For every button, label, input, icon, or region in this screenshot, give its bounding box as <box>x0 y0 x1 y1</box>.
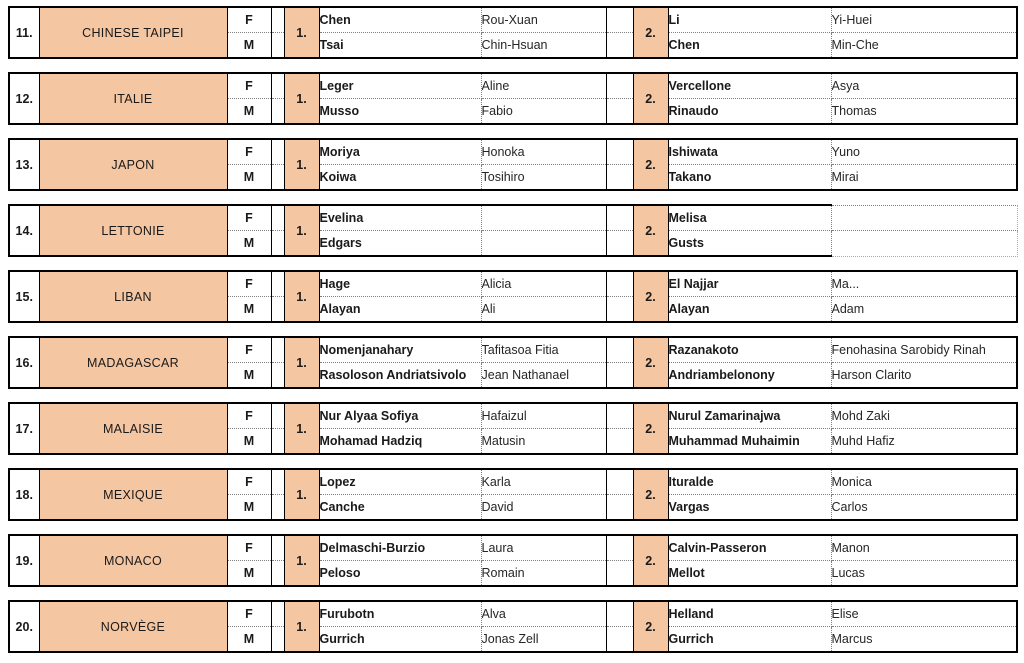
firstname-cell: Manon <box>831 535 1017 561</box>
country-block <box>8 204 1018 257</box>
gender-label-f: F <box>227 139 271 165</box>
firstname-cell: Romain <box>481 561 606 587</box>
row-female <box>9 601 1017 627</box>
row-female <box>9 73 1017 99</box>
firstname-cell: Yuno <box>831 139 1017 165</box>
gender-label-m: M <box>227 165 271 191</box>
surname-cell: Calvin-Passeron <box>668 535 831 561</box>
surname-cell: Chen <box>319 7 481 33</box>
firstname-cell: Yi-Huei <box>831 7 1017 33</box>
spacer-cell <box>606 73 633 99</box>
gender-label-f: F <box>227 337 271 363</box>
spacer-cell <box>606 337 633 363</box>
firstname-cell: Elise <box>831 601 1017 627</box>
surname-cell: Gurrich <box>668 627 831 653</box>
firstname-cell: Matusin <box>481 429 606 455</box>
country-name: MALAISIE <box>39 403 227 454</box>
firstname-cell: David <box>481 495 606 521</box>
pair-number-1: 1. <box>284 205 319 256</box>
spacer-cell <box>606 561 633 587</box>
firstname-cell: Chin-Hsuan <box>481 33 606 59</box>
surname-cell: Moriya <box>319 139 481 165</box>
firstname-cell: Mohd Zaki <box>831 403 1017 429</box>
row-female <box>9 271 1017 297</box>
firstname-cell: Alicia <box>481 271 606 297</box>
surname-cell: Rasoloson Andriatsivolo <box>319 363 481 389</box>
spacer-cell <box>606 429 633 455</box>
surname-cell: Ishiwata <box>668 139 831 165</box>
pair-number-1: 1. <box>284 337 319 388</box>
surname-cell: Delmaschi-Burzio <box>319 535 481 561</box>
spacer-cell <box>606 627 633 653</box>
row-female <box>9 337 1017 363</box>
country-name: MEXIQUE <box>39 469 227 520</box>
firstname-cell: Aline <box>481 73 606 99</box>
surname-cell: Chen <box>668 33 831 59</box>
surname-cell: Nomenjanahary <box>319 337 481 363</box>
pair-number-2: 2. <box>633 139 668 190</box>
pair-number-2: 2. <box>633 469 668 520</box>
surname-cell: Edgars <box>319 231 481 257</box>
surname-cell: El Najjar <box>668 271 831 297</box>
spacer-cell <box>606 535 633 561</box>
row-female <box>9 205 1017 231</box>
firstname-cell: Ma... <box>831 271 1017 297</box>
pair-number-2: 2. <box>633 205 668 256</box>
country-name: MADAGASCAR <box>39 337 227 388</box>
pair-number-1: 1. <box>284 535 319 586</box>
spacer-cell <box>271 271 284 297</box>
gender-label-m: M <box>227 297 271 323</box>
pair-number-1: 1. <box>284 139 319 190</box>
firstname-cell: Jean Nathanael <box>481 363 606 389</box>
surname-cell: Peloso <box>319 561 481 587</box>
firstname-cell: Alva <box>481 601 606 627</box>
spacer-cell <box>606 271 633 297</box>
surname-cell: Musso <box>319 99 481 125</box>
pair-number-2: 2. <box>633 403 668 454</box>
entry-number: 11. <box>9 7 39 58</box>
firstname-cell: Adam <box>831 297 1017 323</box>
entry-number: 19. <box>9 535 39 586</box>
firstname-cell <box>831 231 1017 257</box>
gender-label-f: F <box>227 271 271 297</box>
entry-number: 12. <box>9 73 39 124</box>
spacer-cell <box>271 165 284 191</box>
firstname-cell: Mirai <box>831 165 1017 191</box>
spacer-cell <box>606 139 633 165</box>
surname-cell: Leger <box>319 73 481 99</box>
firstname-cell: Carlos <box>831 495 1017 521</box>
spacer-cell <box>271 99 284 125</box>
firstname-cell: Honoka <box>481 139 606 165</box>
gender-label-f: F <box>227 7 271 33</box>
country-name: LIBAN <box>39 271 227 322</box>
gender-label-m: M <box>227 495 271 521</box>
spacer-cell <box>606 7 633 33</box>
gender-label-f: F <box>227 205 271 231</box>
gender-label-m: M <box>227 99 271 125</box>
gender-label-f: F <box>227 535 271 561</box>
spacer-cell <box>606 99 633 125</box>
spacer-cell <box>271 561 284 587</box>
entry-number: 18. <box>9 469 39 520</box>
firstname-cell: Asya <box>831 73 1017 99</box>
country-name: NORVÈGE <box>39 601 227 652</box>
firstname-cell: Marcus <box>831 627 1017 653</box>
country-block <box>8 6 1018 59</box>
country-name: LETTONIE <box>39 205 227 256</box>
spacer-cell <box>606 205 633 231</box>
firstname-cell: Thomas <box>831 99 1017 125</box>
firstname-cell: Tosihiro <box>481 165 606 191</box>
surname-cell: Hage <box>319 271 481 297</box>
surname-cell: Helland <box>668 601 831 627</box>
gender-label-f: F <box>227 601 271 627</box>
spacer-cell <box>271 7 284 33</box>
gender-label-m: M <box>227 561 271 587</box>
spacer-cell <box>271 139 284 165</box>
spacer-cell <box>271 469 284 495</box>
spacer-cell <box>271 429 284 455</box>
firstname-cell <box>481 231 606 257</box>
country-block <box>8 600 1018 653</box>
country-name: ITALIE <box>39 73 227 124</box>
pair-number-1: 1. <box>284 601 319 652</box>
spacer-cell <box>271 231 284 257</box>
pair-number-1: 1. <box>284 7 319 58</box>
surname-cell: Rinaudo <box>668 99 831 125</box>
spacer-cell <box>271 73 284 99</box>
row-female <box>9 403 1017 429</box>
surname-cell: Vargas <box>668 495 831 521</box>
firstname-cell: Muhd Hafiz <box>831 429 1017 455</box>
surname-cell: Lopez <box>319 469 481 495</box>
surname-cell: Gusts <box>668 231 831 257</box>
entry-number: 13. <box>9 139 39 190</box>
spacer-cell <box>606 495 633 521</box>
row-female <box>9 535 1017 561</box>
pair-number-1: 1. <box>284 469 319 520</box>
firstname-cell: Monica <box>831 469 1017 495</box>
surname-cell: Nur Alyaa Sofiya <box>319 403 481 429</box>
gender-label-m: M <box>227 627 271 653</box>
row-female <box>9 7 1017 33</box>
pair-number-2: 2. <box>633 535 668 586</box>
firstname-cell: Rou-Xuan <box>481 7 606 33</box>
firstname-cell: Harson Clarito <box>831 363 1017 389</box>
spacer-cell <box>271 297 284 323</box>
gender-label-f: F <box>227 73 271 99</box>
surname-cell: Furubotn <box>319 601 481 627</box>
country-block <box>8 138 1018 191</box>
entry-number: 16. <box>9 337 39 388</box>
gender-label-f: F <box>227 469 271 495</box>
surname-cell: Li <box>668 7 831 33</box>
surname-cell: Evelina <box>319 205 481 231</box>
spacer-cell <box>606 363 633 389</box>
gender-label-m: M <box>227 231 271 257</box>
pair-number-2: 2. <box>633 7 668 58</box>
spacer-cell <box>271 33 284 59</box>
surname-cell: Koiwa <box>319 165 481 191</box>
firstname-cell <box>831 205 1017 231</box>
spacer-cell <box>271 627 284 653</box>
country-name: JAPON <box>39 139 227 190</box>
pair-number-2: 2. <box>633 73 668 124</box>
surname-cell: Ituralde <box>668 469 831 495</box>
surname-cell: Muhammad Muhaimin <box>668 429 831 455</box>
pair-number-1: 1. <box>284 271 319 322</box>
spacer-cell <box>606 165 633 191</box>
firstname-cell: Hafaizul <box>481 403 606 429</box>
gender-label-m: M <box>227 429 271 455</box>
firstname-cell: Jonas Zell <box>481 627 606 653</box>
firstname-cell: Fabio <box>481 99 606 125</box>
country-block <box>8 336 1018 389</box>
spacer-cell <box>271 363 284 389</box>
surname-cell: Alayan <box>668 297 831 323</box>
gender-label-f: F <box>227 403 271 429</box>
country-name: MONACO <box>39 535 227 586</box>
country-block <box>8 402 1018 455</box>
country-block <box>8 534 1018 587</box>
row-female <box>9 139 1017 165</box>
spacer-cell <box>271 535 284 561</box>
gender-label-m: M <box>227 363 271 389</box>
country-block <box>8 72 1018 125</box>
spacer-cell <box>606 33 633 59</box>
surname-cell: Canche <box>319 495 481 521</box>
surname-cell: Tsai <box>319 33 481 59</box>
spacer-cell <box>271 601 284 627</box>
surname-cell: Mohamad Hadziq <box>319 429 481 455</box>
pair-number-1: 1. <box>284 403 319 454</box>
row-female <box>9 469 1017 495</box>
surname-cell: Melisa <box>668 205 831 231</box>
pair-number-2: 2. <box>633 337 668 388</box>
country-block <box>8 468 1018 521</box>
firstname-cell: Lucas <box>831 561 1017 587</box>
firstname-cell: Min-Che <box>831 33 1017 59</box>
pair-number-2: 2. <box>633 271 668 322</box>
pair-number-2: 2. <box>633 601 668 652</box>
firstname-cell: Karla <box>481 469 606 495</box>
entry-number: 17. <box>9 403 39 454</box>
surname-cell: Andriambelonony <box>668 363 831 389</box>
spacer-cell <box>606 469 633 495</box>
surname-cell: Alayan <box>319 297 481 323</box>
entry-number: 15. <box>9 271 39 322</box>
surname-cell: Nurul Zamarinajwa <box>668 403 831 429</box>
entry-number: 20. <box>9 601 39 652</box>
firstname-cell: Ali <box>481 297 606 323</box>
surname-cell: Mellot <box>668 561 831 587</box>
spacer-cell <box>606 231 633 257</box>
pair-number-1: 1. <box>284 73 319 124</box>
spacer-cell <box>271 495 284 521</box>
firstname-cell: Tafitasoa Fitia <box>481 337 606 363</box>
country-block <box>8 270 1018 323</box>
firstname-cell <box>481 205 606 231</box>
gender-label-m: M <box>227 33 271 59</box>
spacer-cell <box>271 337 284 363</box>
surname-cell: Takano <box>668 165 831 191</box>
surname-cell: Razanakoto <box>668 337 831 363</box>
surname-cell: Gurrich <box>319 627 481 653</box>
entry-number: 14. <box>9 205 39 256</box>
spacer-cell <box>271 205 284 231</box>
spacer-cell <box>606 601 633 627</box>
country-name: CHINESE TAIPEI <box>39 7 227 58</box>
firstname-cell: Fenohasina Sarobidy Rinah <box>831 337 1017 363</box>
spacer-cell <box>606 403 633 429</box>
spacer-cell <box>606 297 633 323</box>
surname-cell: Vercellone <box>668 73 831 99</box>
firstname-cell: Laura <box>481 535 606 561</box>
spacer-cell <box>271 403 284 429</box>
